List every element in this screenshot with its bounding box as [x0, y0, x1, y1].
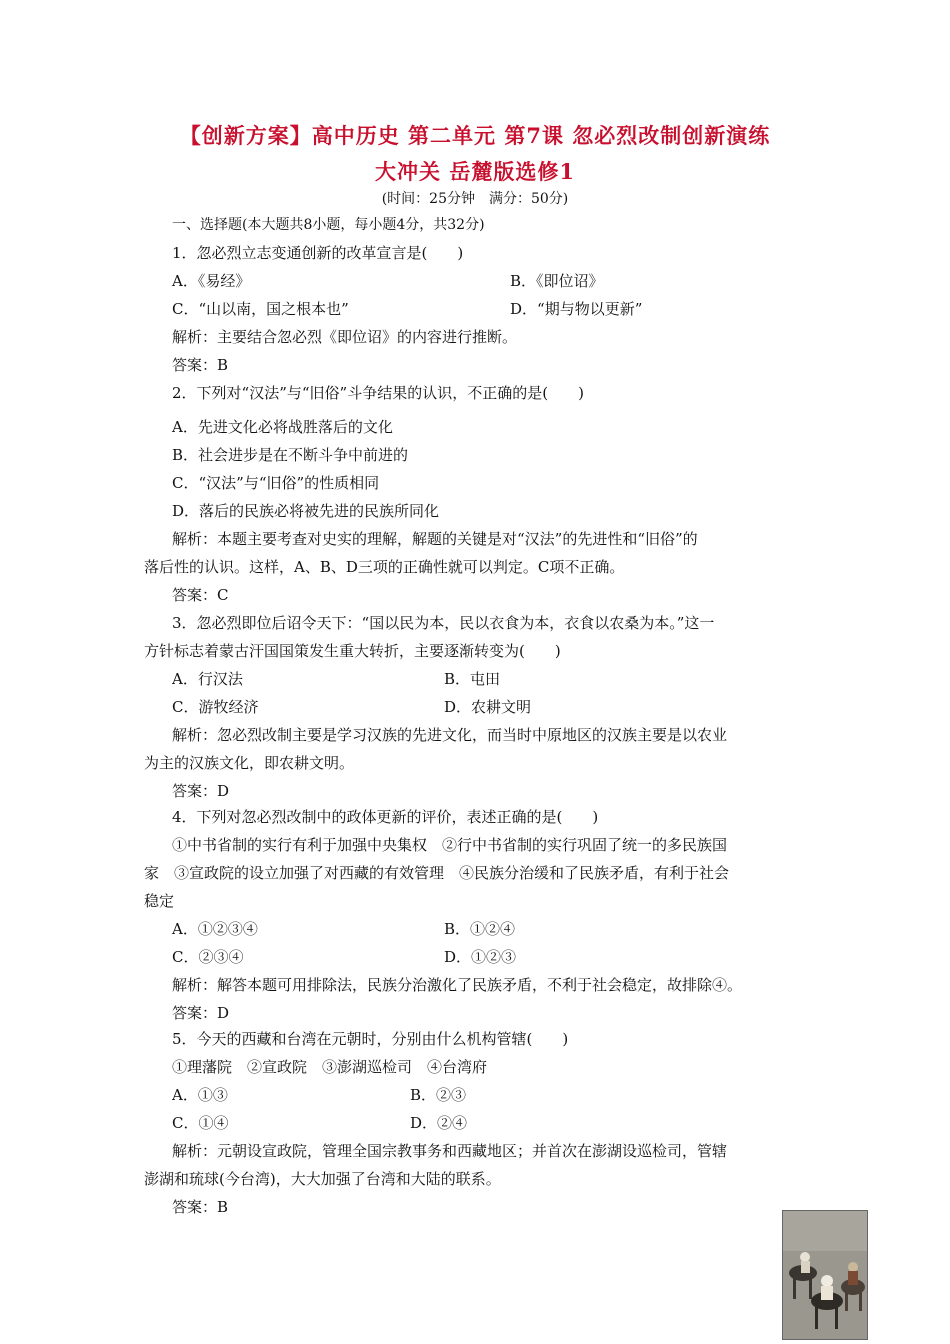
question-3-stem: 3．忽必烈即位后诏令天下：“国以民为本，民以衣食为本，衣食以农桑为本。”这一: [172, 614, 715, 632]
question-1-analysis: 解析：主要结合忽必烈《即位诏》的内容进行推断。: [172, 328, 518, 346]
question-3-stem-cont: 方针标志着蒙古汗国国策发生重大转折，主要逐渐转变为( ): [144, 642, 561, 660]
question-2-answer: 答案：C: [172, 586, 229, 604]
question-3-option-b: B．屯田: [444, 670, 501, 688]
question-5-option-b: B．②③: [410, 1086, 467, 1104]
question-5-option-a: A．①③: [172, 1086, 228, 1104]
question-4-option-c: C．②③④: [172, 948, 244, 966]
question-1-option-c: C．“山以南，国之根本也”: [172, 300, 349, 318]
question-5-option-c: C．①④: [172, 1114, 229, 1132]
question-5-statements: ①理藩院 ②宣政院 ③澎湖巡检司 ④台湾府: [172, 1058, 488, 1076]
question-3-option-d: D．农耕文明: [444, 698, 532, 716]
question-4-option-a: A．①②③④: [172, 920, 258, 938]
horsemen-painting-icon: [783, 1211, 867, 1339]
document-title-line2: 大冲关 岳麓版选修1: [375, 159, 575, 184]
question-2-option-c: C．“汉法”与“旧俗”的性质相同: [172, 474, 380, 492]
question-1-option-a: A．《易经》: [172, 272, 251, 290]
question-1-answer: 答案：B: [172, 356, 229, 374]
question-3-answer: 答案：D: [172, 782, 230, 800]
question-2-option-d: D．落后的民族必将被先进的民族所同化: [172, 502, 440, 520]
question-4-option-b: B．①②④: [444, 920, 516, 938]
question-1-option-d: D．“期与物以更新”: [510, 300, 643, 318]
question-4-analysis: 解析：解答本题可用排除法，民族分治激化了民族矛盾，不利于社会稳定，故排除④。: [172, 976, 743, 994]
question-4-statements: ①中书省制的实行有利于加强中央集权 ②行中书省制的实行巩固了统一的多民族国: [172, 836, 728, 854]
question-4-answer: 答案：D: [172, 1004, 230, 1022]
section-header: 一、选择题(本大题共8小题，每小题4分，共32分): [172, 217, 485, 233]
question-2-option-a: A．先进文化必将战胜落后的文化: [172, 418, 393, 436]
question-3-analysis: 解析：忽必烈改制主要是学习汉族的先进文化，而当时中原地区的汉族主要是以农业: [172, 726, 728, 744]
question-2-analysis: 解析：本题主要考查对史实的理解，解题的关键是对“汉法”的先进性和“旧俗”的: [172, 530, 698, 548]
question-3-option-c: C．游牧经济: [172, 698, 259, 716]
painting-image: [782, 1210, 868, 1340]
question-1-stem: 1．忽必烈立志变通创新的改革宣言是( ): [172, 244, 464, 262]
question-5-analysis: 解析：元朝设宣政院，管理全国宗教事务和西藏地区；并首次在澎湖设巡检司，管辖: [172, 1142, 728, 1160]
question-1-option-b: B．《即位诏》: [510, 272, 604, 290]
document-title-line1: 【创新方案】高中历史 第二单元 第7课 忽必烈改制创新演练: [179, 123, 771, 148]
question-4-statements-end: 稳定: [144, 892, 175, 910]
question-5-stem: 5．今天的西藏和台湾在元朝时，分别由什么机构管辖( ): [172, 1030, 569, 1048]
question-4-stem: 4．下列对忽必烈改制中的政体更新的评价，表述正确的是( ): [172, 808, 599, 826]
question-5-answer: 答案：B: [172, 1198, 229, 1216]
question-3-option-a: A．行汉法: [172, 670, 243, 688]
question-4-statements-cont: 家 ③宣政院的设立加强了对西藏的有效管理 ④民族分治缓和了民族矛盾，有利于社会: [144, 864, 730, 882]
question-2-option-b: B．社会进步是在不断斗争中前进的: [172, 446, 409, 464]
question-4-option-d: D．①②③: [444, 948, 517, 966]
time-limit: (时间：25分钟 满分：50分): [381, 191, 569, 207]
question-5-analysis-cont: 澎湖和琉球(今台湾)，大大加强了台湾和大陆的联系。: [144, 1170, 501, 1188]
question-2-analysis-cont: 落后性的认识。这样，A、B、D三项的正确性就可以判定。C项不正确。: [144, 558, 625, 576]
question-3-analysis-cont: 为主的汉族文化，即农耕文明。: [144, 754, 355, 772]
question-5-option-d: D．②④: [410, 1114, 468, 1132]
question-2-stem: 2．下列对“汉法”与“旧俗”斗争结果的认识，不正确的是( ): [172, 384, 584, 402]
